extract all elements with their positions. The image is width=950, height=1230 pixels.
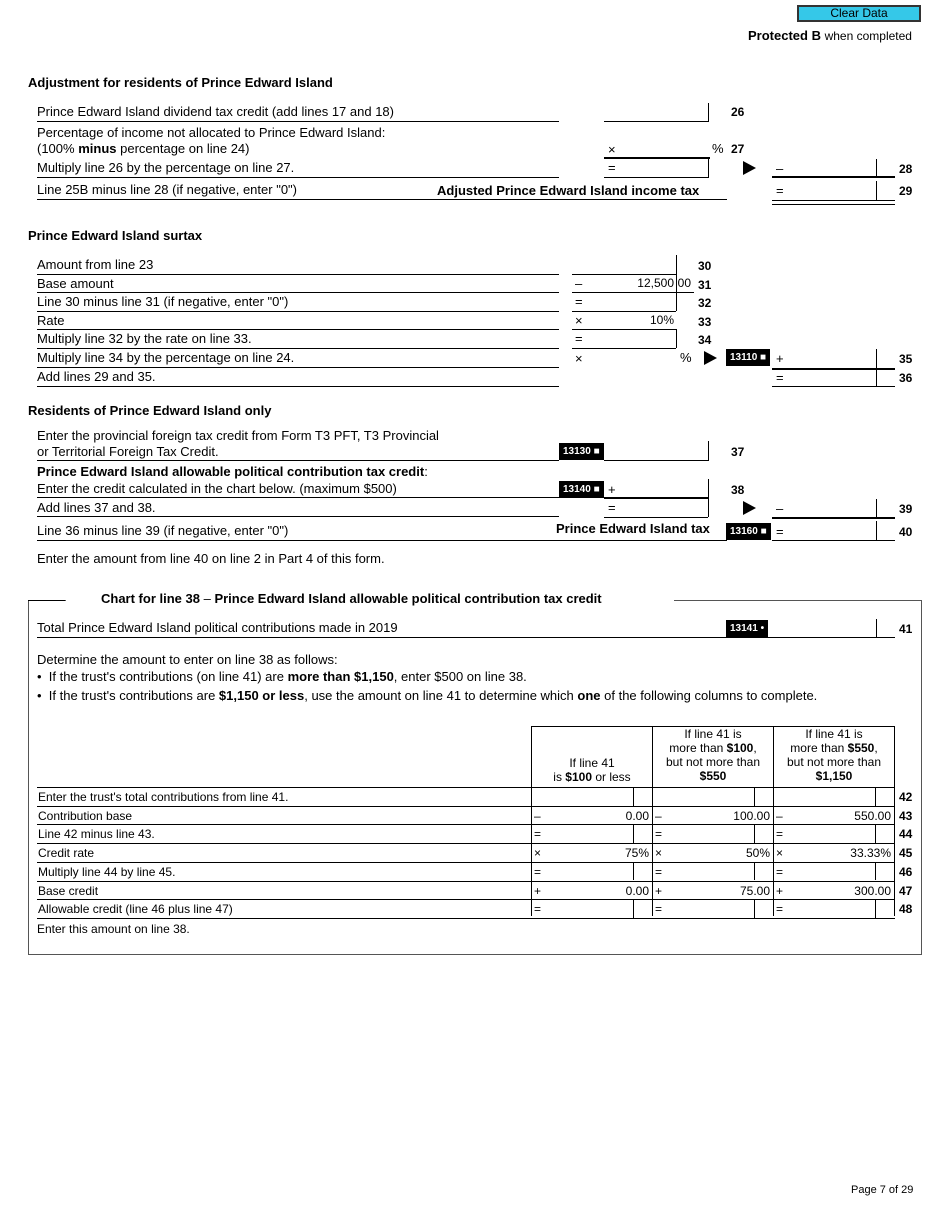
rule — [876, 349, 877, 368]
row-value: 33.33% — [850, 846, 891, 861]
chart-title-dash: – — [199, 591, 215, 606]
rule — [572, 274, 676, 275]
row-operator: + — [776, 883, 784, 898]
col3-line-c: but not more than — [786, 755, 882, 769]
line-number-36: 36 — [899, 371, 913, 385]
rule — [572, 311, 676, 312]
chart-title-bold1: Chart for line 38 — [101, 591, 200, 606]
chart-title — [101, 591, 602, 606]
equals-sign: = — [776, 370, 784, 385]
line-number-37: 37 — [731, 445, 745, 459]
row-operator: – — [534, 808, 541, 823]
bullet-1 — [37, 669, 527, 684]
line-37-input[interactable] — [604, 441, 708, 460]
line-number-32: 32 — [698, 296, 712, 310]
rule — [676, 255, 677, 275]
line-39-label: Add lines 37 and 38. — [37, 500, 156, 515]
rule — [876, 181, 877, 200]
line-number-38: 38 — [731, 483, 745, 497]
rule — [37, 460, 559, 461]
row-operator: = — [776, 864, 784, 879]
line-number-26: 26 — [731, 105, 745, 119]
line-number-33: 33 — [698, 315, 712, 329]
row-input[interactable] — [545, 865, 633, 880]
line-number-28: 28 — [899, 162, 913, 176]
col3-b-pre: more than — [790, 741, 848, 755]
rule — [708, 103, 709, 122]
col2-line-d: $550 — [699, 769, 727, 783]
line-28-calc[interactable] — [620, 159, 708, 177]
row-label: Enter the trust's total contributions from line 41. — [38, 790, 289, 804]
col3-b-bold: $550 — [847, 741, 875, 755]
line-30-input[interactable] — [572, 256, 676, 274]
col3-line-a: If line 41 is — [805, 727, 863, 741]
row-input[interactable] — [545, 902, 633, 917]
row-rule — [37, 862, 895, 863]
line-27-text-bold: minus — [78, 141, 117, 156]
col2-header — [653, 727, 773, 783]
percent-sign: % — [712, 141, 724, 156]
rule — [876, 159, 877, 177]
line-number-29: 29 — [899, 184, 913, 198]
rule — [772, 517, 895, 519]
row-input[interactable] — [545, 790, 633, 805]
cents-divider — [875, 824, 876, 843]
line-number-39: 39 — [899, 502, 913, 516]
row-input[interactable] — [787, 790, 875, 805]
code-13160: 13160 ■ — [726, 523, 771, 540]
line-34-label: Multiply line 32 by the rate on line 33. — [37, 331, 252, 346]
row-input[interactable] — [666, 827, 754, 842]
row-rule — [37, 806, 895, 807]
line-number-40: 40 — [899, 525, 913, 539]
line-28-input[interactable] — [787, 159, 875, 177]
row-value: 75.00 — [739, 883, 770, 898]
rule — [708, 441, 709, 461]
row-label: Contribution base — [38, 808, 133, 823]
cents-divider — [754, 862, 755, 881]
bullet-1-pre: If the trust's contributions (on line 41) are — [48, 669, 288, 684]
line-27-label-a: Percentage of income not allocated to Prince Edward Island: — [37, 125, 386, 140]
code-13141: 13141 • — [726, 620, 768, 637]
line-27-label-b — [37, 141, 249, 156]
line-27-input[interactable] — [620, 140, 708, 158]
cents-divider — [633, 862, 634, 881]
row-value: 0.00 — [625, 808, 649, 823]
rule — [37, 292, 559, 293]
row-operator: = — [776, 902, 784, 917]
line-number-27: 27 — [731, 142, 745, 156]
adjustment-title: Adjustment for residents of Prince Edward Island — [28, 75, 333, 90]
line-38-label-a — [37, 464, 428, 479]
plus-sign: + — [776, 351, 784, 366]
minus-sign: – — [776, 161, 784, 176]
rule — [876, 619, 877, 637]
row-input[interactable] — [545, 827, 633, 842]
col1-b-pre: is — [553, 770, 566, 784]
protected-notice — [748, 28, 912, 43]
line-38-label-b: Enter the credit calculated in the chart below. (maximum $500) — [37, 481, 397, 496]
page-number: Page 7 of 29 — [851, 1184, 914, 1196]
rule — [37, 516, 559, 517]
col1-line-a: If line 41 — [569, 756, 615, 770]
line-number-35: 35 — [899, 352, 913, 366]
bullet-2-bold: $1,150 or less — [218, 688, 305, 703]
rule — [772, 200, 895, 201]
rule — [604, 517, 708, 518]
line-number-44: 44 — [899, 827, 913, 842]
code-13130: 13130 ■ — [559, 443, 604, 460]
col2-line-c: but not more than — [665, 755, 761, 769]
row-operator: = — [776, 827, 784, 842]
row-operator: – — [655, 808, 662, 823]
row-value: 550.00 — [854, 808, 891, 823]
col3-b-post: , — [874, 741, 878, 755]
cents-divider — [875, 787, 876, 806]
rule — [37, 121, 559, 122]
rule — [28, 600, 65, 601]
row-operator: = — [655, 864, 663, 879]
equals-sign: = — [575, 294, 583, 309]
rule — [604, 460, 708, 461]
chart-title-bold2: Prince Edward Island allowable political contribution tax credit — [214, 591, 602, 606]
line-40-note: Enter the amount from line 40 on line 2 in Part 4 of this form. — [37, 551, 385, 566]
pei-tax-label: Prince Edward Island tax — [556, 521, 710, 536]
rule — [772, 204, 895, 205]
row-label: Multiply line 44 by line 45. — [38, 864, 176, 879]
cents-divider — [875, 862, 876, 881]
rule — [708, 498, 709, 517]
cents-divider — [875, 899, 876, 918]
row-label: Credit rate — [38, 846, 95, 861]
bullet-2-bold2: one — [577, 688, 601, 703]
line-number-34: 34 — [698, 333, 712, 347]
determine-text: Determine the amount to enter on line 38 as follows: — [37, 652, 338, 667]
line-number-48: 48 — [899, 902, 913, 917]
arrow-right-icon — [704, 351, 717, 365]
line-36-input[interactable] — [787, 369, 875, 387]
line-27-text-pre: (100% — [37, 141, 79, 156]
rule — [708, 479, 709, 498]
bullet-1-post: , enter $500 on line 38. — [393, 669, 527, 684]
rule — [37, 637, 895, 638]
rule — [894, 726, 895, 916]
row-input[interactable] — [666, 790, 754, 805]
rule — [676, 329, 677, 348]
line-27-text-post: percentage on line 24) — [116, 141, 250, 156]
line-number-47: 47 — [899, 883, 913, 898]
residents-title: Residents of Prince Edward Island only — [28, 403, 272, 418]
bullet-icon: • — [37, 669, 42, 684]
col1-b-post: or less — [592, 770, 631, 784]
row-input[interactable] — [666, 902, 754, 917]
row-operator: = — [534, 864, 542, 879]
row-value: 0.00 — [625, 883, 649, 898]
protected-bold: Protected B — [748, 28, 821, 43]
col3-header — [774, 727, 894, 783]
rate-value: 10% — [649, 313, 674, 327]
rule — [37, 348, 559, 349]
rule — [37, 311, 559, 312]
line-32-label: Line 30 minus line 31 (if negative, enter "0") — [37, 294, 289, 309]
rule — [876, 368, 877, 386]
code-13140: 13140 ■ — [559, 481, 604, 498]
line-number-45: 45 — [899, 846, 913, 861]
equals-sign: = — [608, 160, 616, 175]
row-operator: + — [655, 883, 663, 898]
rule — [876, 499, 877, 517]
equals-sign: = — [776, 183, 784, 198]
line-number-46: 46 — [899, 864, 913, 879]
row-input[interactable] — [787, 827, 875, 842]
rule — [37, 177, 559, 178]
row-operator: = — [655, 827, 663, 842]
line-31-label: Base amount — [37, 276, 114, 291]
col2-line-a: If line 41 is — [684, 727, 742, 741]
line-40-label: Line 36 minus line 39 (if negative, enter "0") — [37, 523, 289, 538]
minus-sign: – — [575, 276, 583, 291]
times-sign: × — [608, 142, 616, 157]
row-value: 100.00 — [733, 808, 770, 823]
line-37-label-a: Enter the provincial foreign tax credit from Form T3 PFT, T3 Provincial — [37, 428, 439, 443]
cents-divider — [633, 787, 634, 806]
line-number-31: 31 — [698, 278, 712, 292]
col2-b-post: , — [753, 741, 757, 755]
line-37-label-b: or Territorial Foreign Tax Credit. — [37, 444, 219, 459]
times-sign: × — [575, 351, 583, 366]
times-sign: × — [575, 313, 583, 328]
code-13110: 13110 ■ — [726, 349, 770, 366]
line-35-label: Multiply line 34 by the percentage on line 24. — [37, 350, 295, 365]
equals-sign: = — [608, 500, 616, 515]
line-32-calc[interactable] — [588, 293, 676, 311]
bullet-2 — [37, 688, 817, 703]
percent-sign: % — [680, 350, 692, 365]
line-39-input[interactable] — [787, 499, 875, 517]
row-value: 300.00 — [854, 883, 891, 898]
col3-line-b — [774, 741, 894, 755]
col2-b-bold: $100 — [726, 741, 754, 755]
row-rule — [37, 843, 895, 844]
rule — [772, 540, 895, 541]
rule — [37, 367, 559, 368]
row-operator: = — [534, 902, 542, 917]
row-label: Base credit — [38, 883, 99, 898]
adjusted-income-tax-label: Adjusted Prince Edward Island income tax — [437, 183, 700, 198]
equals-sign: = — [575, 331, 583, 346]
bullet-1-bold: more than $1,150 — [287, 669, 394, 684]
row-input[interactable] — [787, 865, 875, 880]
line-33-label: Rate — [37, 313, 65, 328]
line-number-42: 42 — [899, 790, 913, 804]
line-36-label: Add lines 29 and 35. — [37, 369, 156, 384]
rule — [37, 386, 559, 387]
row-operator: = — [534, 827, 542, 842]
line-30-label: Amount from line 23 — [37, 257, 154, 272]
cents-divider — [633, 824, 634, 843]
line-39-calc[interactable] — [620, 499, 708, 517]
base-amount-cents: 00 — [677, 276, 691, 290]
row-rule — [37, 881, 895, 882]
arrow-right-icon — [743, 501, 756, 515]
rule — [37, 274, 559, 275]
minus-sign: – — [776, 501, 784, 516]
line-34-calc[interactable] — [588, 330, 676, 348]
bullet-2-pre: If the trust's contributions are — [48, 688, 219, 703]
row-label: Line 42 minus line 43. — [38, 827, 155, 842]
row-input[interactable] — [666, 865, 754, 880]
rule — [37, 497, 559, 498]
line-number-43: 43 — [899, 808, 913, 823]
line-41-input[interactable] — [776, 619, 876, 637]
row-operator: × — [655, 846, 663, 861]
rule — [876, 521, 877, 540]
chart-footer: Enter this amount on line 38. — [37, 922, 190, 936]
row-rule — [37, 899, 895, 900]
rule — [604, 177, 708, 178]
line-38-colon: : — [424, 464, 428, 479]
row-rule — [37, 824, 895, 825]
equals-sign: = — [776, 524, 784, 539]
col1-header — [532, 756, 652, 784]
row-rule — [37, 787, 895, 788]
bullet-icon: • — [37, 688, 42, 703]
base-amount-value: 12,500 — [637, 276, 674, 290]
line-40-input[interactable] — [787, 522, 875, 540]
rule — [37, 199, 727, 200]
protected-rest: when completed — [824, 29, 912, 43]
line-38-input[interactable] — [620, 479, 708, 497]
line-number-30: 30 — [698, 259, 712, 273]
row-operator: × — [776, 846, 784, 861]
line-number-41: 41 — [899, 622, 913, 636]
bullet-2-post: of the following columns to complete. — [600, 688, 818, 703]
rule — [772, 386, 895, 387]
col3-line-d: $1,150 — [815, 769, 853, 783]
col2-line-b — [653, 741, 773, 755]
chart-title-gap-left — [30, 594, 65, 604]
rule — [676, 274, 677, 292]
row-operator: = — [655, 902, 663, 917]
line-26-input[interactable] — [604, 104, 708, 122]
rule — [37, 329, 559, 330]
line-26-label: Prince Edward Island dividend tax credit (add lines 17 and 18) — [37, 104, 394, 119]
col2-b-pre: more than — [669, 741, 727, 755]
rule — [676, 292, 677, 311]
cents-divider — [633, 899, 634, 918]
line-41-label: Total Prince Edward Island political contributions made in 2019 — [37, 620, 398, 635]
row-input[interactable] — [787, 902, 875, 917]
col1-b-bold: $100 — [565, 770, 592, 784]
line-29-input[interactable] — [787, 181, 875, 199]
cents-divider — [754, 899, 755, 918]
row-operator: – — [776, 808, 783, 823]
plus-sign: + — [608, 482, 616, 497]
row-operator: × — [534, 846, 542, 861]
row-operator: + — [534, 883, 542, 898]
rule — [531, 726, 532, 916]
cents-divider — [754, 787, 755, 806]
clear-data-button[interactable]: Clear Data — [797, 5, 921, 22]
line-35-input[interactable] — [787, 349, 875, 367]
rule — [708, 159, 709, 178]
col1-line-b — [532, 770, 652, 784]
rule — [37, 540, 727, 541]
arrow-right-icon — [743, 161, 756, 175]
surtax-title: Prince Edward Island surtax — [28, 228, 203, 243]
row-rule — [37, 918, 895, 919]
rule — [604, 121, 708, 122]
bullet-2-mid: , use the amount on line 41 to determine which — [304, 688, 578, 703]
row-value: 50% — [745, 846, 770, 861]
row-value: 75% — [624, 846, 649, 861]
line-35-percent-input[interactable] — [588, 349, 676, 367]
line-29-label: Line 25B minus line 28 (if negative, enter "0") — [37, 182, 297, 197]
cents-divider — [754, 824, 755, 843]
line-38-bold: Prince Edward Island allowable political contribution tax credit — [37, 464, 425, 479]
line-28-label: Multiply line 26 by the percentage on line 27. — [37, 160, 295, 175]
row-label: Allowable credit (line 46 plus line 47) — [38, 902, 233, 917]
